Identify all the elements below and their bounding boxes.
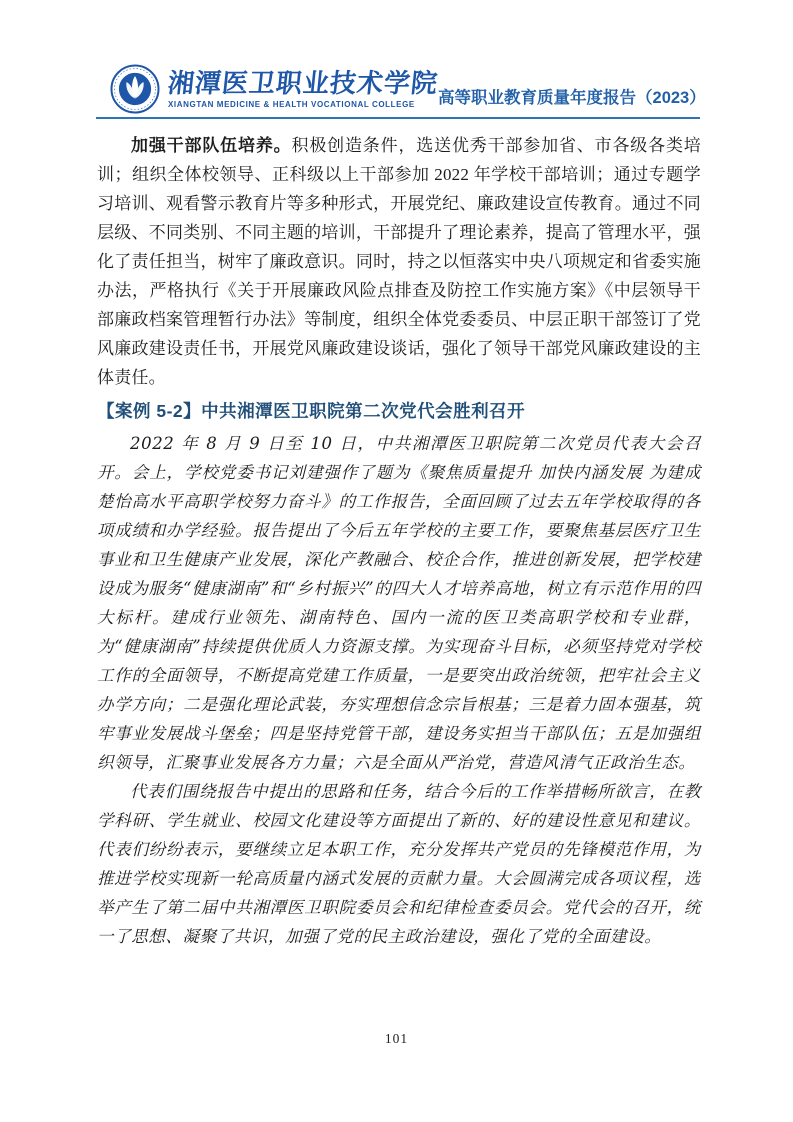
header-divider [96,117,700,119]
page-header [110,60,706,118]
page-content [97,131,701,951]
case-study-heading: 【案例 5-2】中共湘潭医卫职院第二次党代会胜利召开 [97,401,526,421]
case-paragraph-2: 代表们围绕报告中提出的思路和任务，结合今后的工作举措畅所欲言，在教学科研、学生就业、校园文化建设等方面提出了新的、好的建设性意见和建议。代表们纷纷表示，要继续立足本职工作，充分发挥共产党员的先锋模范作用，为推进学校实现新一轮高质量内涵式发展的贡献力量。大会圆满完成各项议程，选举产生了第二届中共湘潭医卫职院委员会和纪律检查委员会。党代会的召开，统一了思想、凝聚了共识，加强了党的民主政治建设，强化了党的全面建设。 [97,782,701,946]
paragraph-lead-bold: 加强干部队伍培养。 [131,136,292,155]
report-title: 高等职业教育质量年度报告（2023） [438,89,706,107]
paragraph-body-text: 积极创造条件，选送优秀干部参加省、市各级各类培训；组织全体校领导、正科级以上干部参加 2022 年学校干部培训；通过专题学习培训、观看警示教育片等多种形式，开展党纪、廉政建设宣传教育。通过不同层级、不同类别、不同主题的培训，干部提升了理论素养，提高了管理水平，强化了责任担当，树牢了廉政意识。同时，持之以恒落实中央八项规定和省委实施办法，严格执行《关于开展廉政风险点排查及防控工作实施方案》《中层领导干部廉政档案管理暂行办法》等制度，组织全体党委委员、中层正职干部签订了党风廉政建设责任书，开展党风廉政建设谈话，强化了领导干部党风廉政建设的主体责任。 [97,136,701,387]
paragraph-cadre-training [97,131,701,392]
college-name-block [168,70,438,109]
college-logo-icon [110,64,160,114]
college-name-en: XIANGTAN MEDICINE & HEALTH VOCATIONAL COLLEGE [168,99,415,109]
college-brand [110,64,438,114]
page-number: 101 [384,1031,409,1046]
case-paragraph-1: 2022 年 8 月 9 日至 10 日，中共湘潭医卫职院第二次党员代表大会召开。会上，学校党委书记刘建强作了题为《聚焦质量提升 加快内涵发展 为建成楚怡高水平高职学校努力奋斗》的工作报告，全面回顾了过去五年学校取得的各项成绩和办学经验。报告提出了今后五年学校的主要工作，要聚焦基层医疗卫生事业和卫生健康产业发展，深化产教融合、校企合作，推进创新发展，把学校建设成为服务“健康湖南”和“乡村振兴”的四大人才培养高地，树立有示范作用的四大标杆。建成行业领先、湖南特色、国内一流的医卫类高职学校和专业群，为“健康湖南”持续提供优质人力资源支撑。为实现奋斗目标，必须坚持党对学校工作的全面领导，不断提高党建工作质量，一是要突出政治统领，把牢社会主义办学方向；二是强化理论武装，夯实理想信念宗旨根基；三是着力固本强基，筑牢事业发展战斗堡垒；四是坚持党管干部，建设务实担当干部队伍；五是加强组织领导，汇聚事业发展各方力量；六是全面从严治党，营造风清气正政治生态。 [97,434,701,772]
college-name-cn: 湘潭医卫职业技术学院 [166,68,440,99]
